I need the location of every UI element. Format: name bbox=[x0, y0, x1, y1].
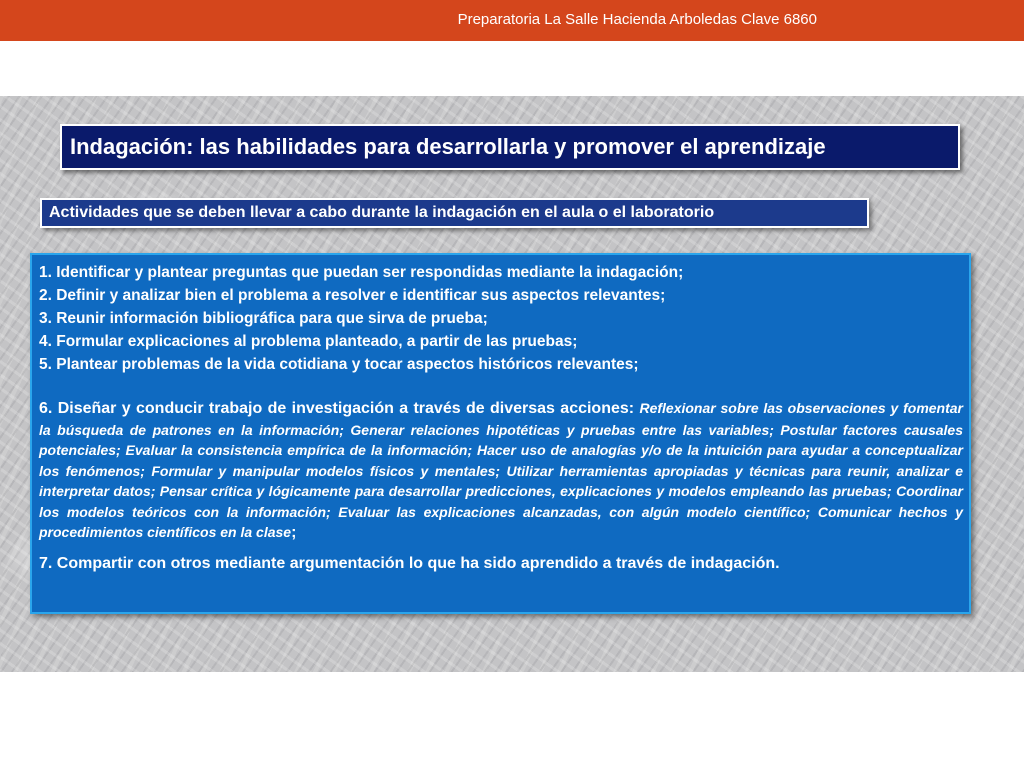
list-item-7: 7. Compartir con otros mediante argumentación lo que ha sido aprendido a través de indagación. bbox=[39, 554, 780, 572]
slide-title: Indagación: las habilidades para desarrollarla y promover el aprendizaje bbox=[70, 134, 826, 159]
school-name: Preparatoria La Salle Hacienda Arboledas Clave 6860 bbox=[457, 11, 817, 28]
item6-detail: Reflexionar sobre las observaciones y fomentar la búsqueda de patrones en la información; Generar relaciones hipotéticas y pruebas entre las variables; Postular factores causales potenciales; Evaluar la consistencia empírica de la información; Hacer uso de analogías y/o de la intuición para ayudar a conceptualizar los fenómenos; Formular y manipular modelos físicos y mentales; Utilizar herramientas apropiadas y técnicas para reunir, analizar e interpretar datos; Pensar crítica y lógicamente para desarrollar predicciones, explicaciones y modelos empleando las pruebas; Coordinar los modelos teóricos con la información; Evaluar las explicaciones alcanzadas, con algún modelo científico; Comunicar hechos y procedimientos científicos en la clase bbox=[39, 400, 963, 540]
list-item: 3. Reunir información bibliográfica para que sirva de prueba; bbox=[39, 310, 488, 327]
spacer bbox=[39, 376, 963, 396]
list-item-6 bbox=[39, 398, 963, 544]
list-item: 4. Formular explicaciones al problema planteado, a partir de las pruebas; bbox=[39, 333, 578, 350]
list-item: 2. Definir y analizar bien el problema a resolver e identificar sus aspectos relevantes; bbox=[39, 287, 666, 304]
item6-end: ; bbox=[291, 524, 297, 541]
list-item: 1. Identificar y plantear preguntas que puedan ser respondidas mediante la indagación; bbox=[39, 264, 684, 281]
slide-title-box bbox=[60, 124, 960, 170]
slide-subtitle: Actividades que se deben llevar a cabo durante la indagación en el aula o el laboratorio bbox=[49, 204, 715, 221]
slide-subtitle-box bbox=[40, 198, 869, 228]
list-item: 5. Plantear problemas de la vida cotidiana y tocar aspectos históricos relevantes; bbox=[39, 356, 639, 373]
header-bar bbox=[0, 0, 1024, 41]
activities-list bbox=[30, 253, 971, 614]
item6-lead: 6. Diseñar y conducir trabajo de investigación a través de diversas acciones: bbox=[39, 400, 640, 417]
